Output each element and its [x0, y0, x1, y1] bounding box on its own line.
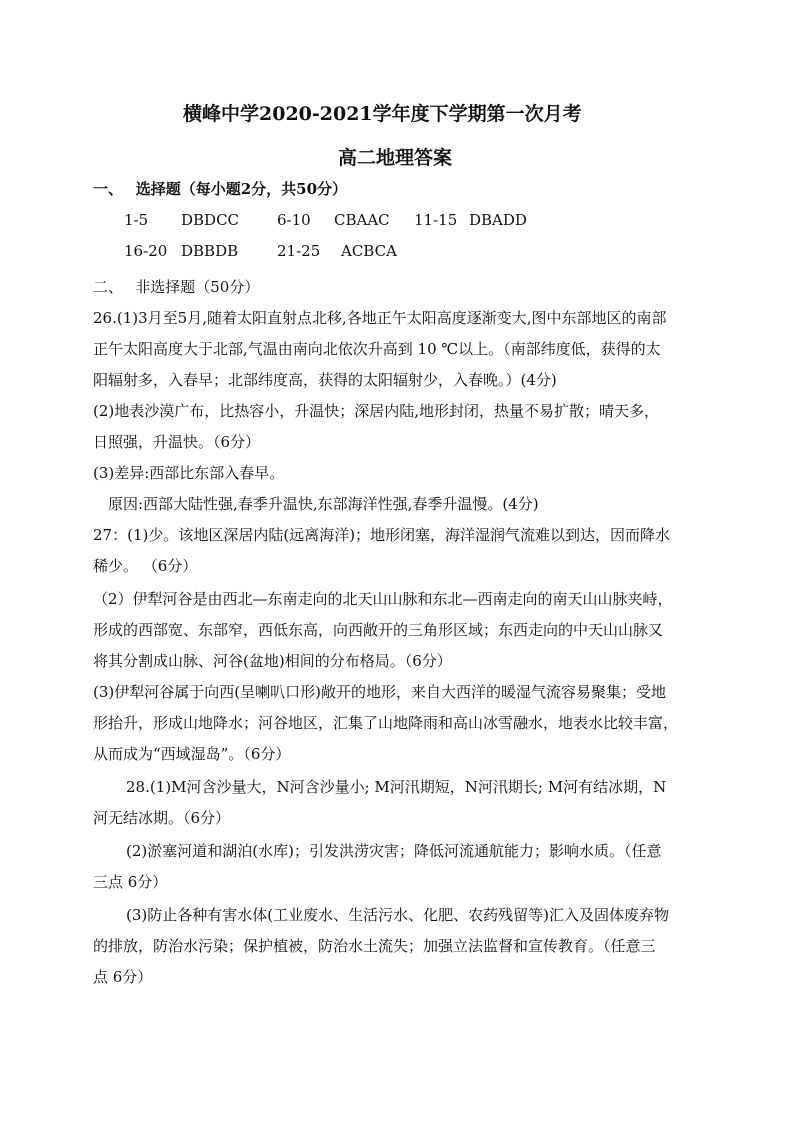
answer-text-line: (3)防止各种有害水体(工业废水、生活污水、化肥、农药残留等)汇入及固体废弃物: [126, 906, 669, 924]
answer-range: 6-10: [277, 211, 311, 229]
exam-title: 横峰中学2020-2021学年度下学期第一次月考: [183, 103, 582, 125]
answer-key: CBAAC: [334, 211, 390, 229]
answer-range: 11-15: [414, 211, 458, 229]
answer-range: 16-20: [124, 242, 168, 260]
answer-text-line: 点 6分）: [93, 968, 153, 986]
answer-text-line: 的排放，防治水污染；保护植被，防治水土流失；加强立法监督和宣传教育。（任意三: [93, 937, 656, 955]
answer-text-line: 28.(1)M河含沙量大，N河含沙量小; M河汛期短，N河汛期长; M河有结冰期，N: [126, 778, 667, 796]
exam-subtitle: 高二地理答案: [338, 147, 453, 169]
answer-text-line: 稀少。 （6分）: [93, 557, 198, 575]
answer-text-line: (2)淤塞河道和湖泊(水库)；引发洪涝灾害；降低河流通航能力；影响水质。（任意: [126, 842, 662, 860]
answer-text-line: （2）伊犁河谷是由西北—东南走向的北天山山脉和东北—西南走向的南天山山脉夹峙，: [93, 590, 673, 608]
answer-key: DBDCC: [181, 211, 240, 229]
answer-text-line: 将其分割成山脉、河谷(盆地)相间的分布格局。（6分）: [93, 652, 452, 670]
answer-text-line: 日照强，升温快。（6分）: [93, 433, 261, 451]
answer-text-line: 从而成为“西域湿岛”。（6分）: [93, 745, 291, 763]
answer-text-line: 27：(1)少。该地区深居内陆(远离海洋)；地形闭塞，海洋湿润气流难以到达，因而降水: [93, 526, 671, 544]
answer-text-line: 河无结冰期。（6分）: [93, 809, 231, 827]
section1-heading: 一、 选择题（每小题2分，共50分）: [93, 180, 348, 198]
answer-key: DBADD: [469, 211, 527, 229]
answer-range: 21-25: [277, 242, 321, 260]
answer-text-line: (2)地表沙漠广布，比热容小，升温快；深居内陆,地形封闭，热量不易扩散；晴天多，: [93, 402, 660, 420]
answer-text-line: (3)差异:西部比东部入春早。: [93, 464, 285, 482]
answer-text-line: 三点 6分）: [93, 873, 168, 891]
answer-text-line: 形成的西部宽、东部窄，西低东高，向西敞开的三角形区域；东西走向的中天山山脉又: [93, 621, 664, 639]
answer-text-line: 正午太阳高度大于北部,气温由南向北依次升高到 10 ℃以上。（南部纬度低，获得的太: [93, 340, 661, 358]
answer-text-line: 26.(1)3月至5月,随着太阳直射点北移,各地正午太阳高度逐渐变大,图中东部地区的南部: [93, 309, 667, 327]
answer-text-line: 形抬升，形成山地降水；河谷地区，汇集了山地降雨和高山冰雪融水，地表水比较丰富，: [93, 714, 679, 732]
section2-heading: 二、 非选择题（50分）: [93, 278, 260, 296]
answer-text-line: 阳辐射多，入春早；北部纬度高，获得的太阳辐射少，入春晚。）(4分): [93, 371, 557, 389]
answer-key: DBBDB: [181, 242, 239, 260]
answer-range: 1-5: [124, 211, 149, 229]
answer-text-line: 原因:西部大陆性强,春季升温快,东部海洋性强,春季升温慢。(4分): [108, 495, 539, 513]
answer-key: ACBCA: [341, 242, 397, 260]
answer-text-line: (3)伊犁河谷属于向西(呈喇叭口形)敞开的地形，来自大西洋的暖湿气流容易聚集；受地: [93, 683, 666, 701]
